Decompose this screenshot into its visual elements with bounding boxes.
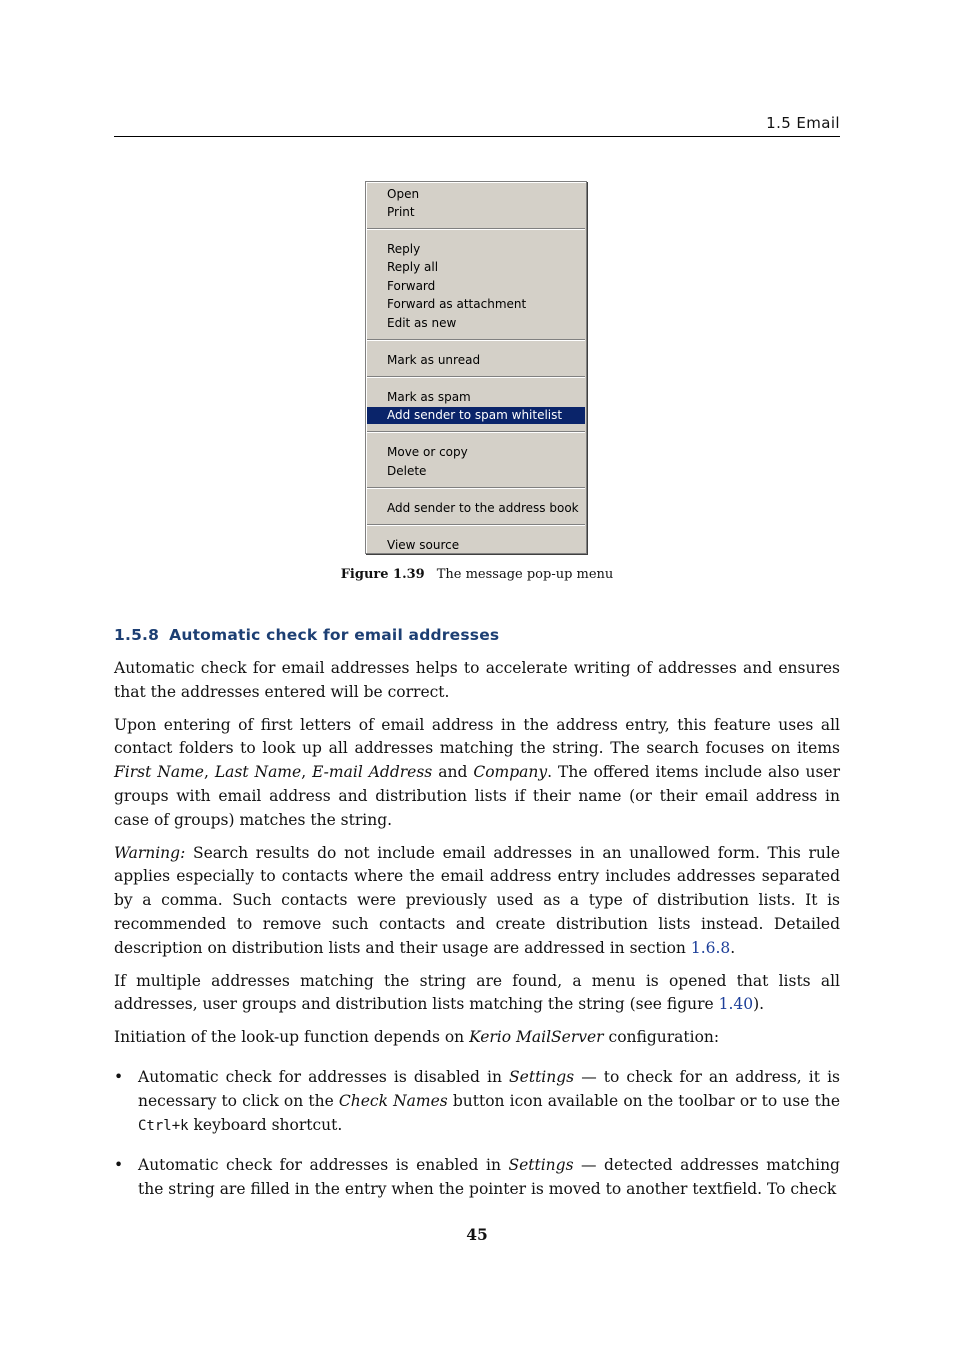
list-item-text: — detected addresses matching the string are filled in the entry when the pointer is moved to another textfield. To check	[138, 1156, 840, 1199]
header-rule	[114, 136, 840, 137]
paragraph	[114, 842, 840, 961]
paragraph-text: Initiation of the look-up function depends on	[114, 1028, 470, 1047]
section-link[interactable]: 1.6.8	[690, 938, 731, 957]
list-item-text: keyboard shortcut.	[188, 1115, 343, 1134]
list-item-text: Automatic check for addresses is disabled in	[138, 1067, 510, 1086]
menu-item-move-or-copy[interactable]: Move or copy	[387, 445, 468, 459]
paragraph-text: .	[730, 938, 736, 957]
keyboard-shortcut: Ctrl+k	[138, 1117, 189, 1134]
figure-caption	[114, 567, 840, 582]
menu-item-open[interactable]: Open	[387, 187, 420, 201]
section-heading	[114, 626, 499, 644]
field-name-first-name: First Name	[114, 763, 204, 782]
menu-item-reply-all[interactable]: Reply all	[387, 260, 439, 274]
bullet-list	[114, 1066, 840, 1202]
field-name-company: Company	[473, 763, 548, 782]
menu-separator	[367, 339, 585, 341]
field-name-last-name: Last Name	[214, 763, 302, 782]
paragraph-text: If multiple addresses matching the string are found, a menu is opened that lists all addresses, user groups and distribution lists matching the string (see figure	[114, 971, 840, 1014]
list-item-text: Automatic check for addresses is enabled in	[138, 1156, 509, 1175]
menu-item-delete[interactable]: Delete	[387, 464, 427, 478]
menu-item-add-sender-to-address-book[interactable]: Add sender to the address book	[387, 501, 579, 515]
menu-separator	[367, 487, 585, 489]
bullet-icon: •	[114, 1067, 124, 1086]
paragraph-text: ,	[301, 763, 313, 782]
bullet-icon: •	[114, 1156, 124, 1175]
body-text	[114, 657, 840, 1218]
paragraph-text: configuration:	[603, 1028, 720, 1047]
paragraph-text: Automatic check for email addresses helps to accelerate writing of addresses and ensures that the addresses entered will be correct.	[114, 659, 840, 701]
warning-label: Warning:	[114, 843, 186, 862]
figure-link[interactable]: 1.40	[718, 995, 754, 1014]
list-item	[114, 1154, 840, 1202]
menu-separator	[367, 228, 585, 230]
paragraph	[114, 970, 840, 1018]
check-names-term: Check Names	[338, 1091, 448, 1110]
list-item-text: button icon available on the toolbar or to use the	[447, 1091, 840, 1110]
menu-item-mark-as-unread[interactable]: Mark as unread	[387, 353, 481, 367]
figure-caption-text: The message pop-up menu	[436, 567, 614, 582]
menu-separator	[367, 376, 585, 378]
menu-item-edit-as-new[interactable]: Edit as new	[387, 316, 457, 330]
menu-item-forward[interactable]: Forward	[387, 279, 436, 293]
menu-item-reply[interactable]: Reply	[387, 242, 421, 256]
paragraph	[114, 1026, 840, 1050]
paragraph-text: ).	[753, 995, 765, 1014]
menu-item-mark-as-spam[interactable]: Mark as spam	[387, 390, 471, 404]
menu-separator	[367, 524, 585, 526]
paragraph-text: and	[432, 763, 474, 782]
product-name: Kerio MailServer	[469, 1028, 604, 1047]
paragraph-text: . The offered items include also user groups with email address and distribution lists if their name (or their email address in case of groups) matches the string.	[114, 763, 840, 829]
list-item	[114, 1066, 840, 1138]
running-header: 1.5 Email	[766, 114, 840, 132]
menu-item-print[interactable]: Print	[387, 205, 415, 219]
menu-separator	[367, 431, 585, 433]
page-number: 45	[466, 1225, 488, 1244]
list-item-text: — to check for an address, it is necessary to click on the	[138, 1067, 840, 1110]
settings-term: Settings	[509, 1067, 575, 1086]
paragraph	[114, 714, 840, 833]
field-name-email-address: E-mail Address	[312, 763, 433, 782]
section-title: Automatic check for email addresses	[169, 626, 500, 644]
section-number: 1.5.8	[114, 626, 160, 644]
menu-item-add-sender-to-spam-whitelist[interactable]: Add sender to spam whitelist	[367, 407, 585, 424]
paragraph-text: Search results do not include email addresses in an unallowed form. This rule applies especially to contacts where the email address entry includes addresses separated by a comma. Such contacts were previously used as a type of distribution lists. It is recommended to remove such contacts and create distribution lists instead. Detailed description on distribution lists and their usage are addressed in section	[114, 843, 840, 957]
menu-item-forward-as-attachment[interactable]: Forward as attachment	[387, 297, 527, 311]
figure-caption-label: Figure 1.39	[340, 567, 425, 582]
paragraph-text: Upon entering of first letters of email address in the address entry, this feature uses all contact folders to look up all addresses matching the string. The search focuses on items	[114, 715, 840, 758]
settings-term: Settings	[508, 1156, 574, 1175]
paragraph-text: ,	[203, 763, 215, 782]
paragraph	[114, 657, 840, 705]
message-popup-menu	[365, 181, 587, 554]
menu-item-view-source[interactable]: View source	[387, 538, 460, 552]
